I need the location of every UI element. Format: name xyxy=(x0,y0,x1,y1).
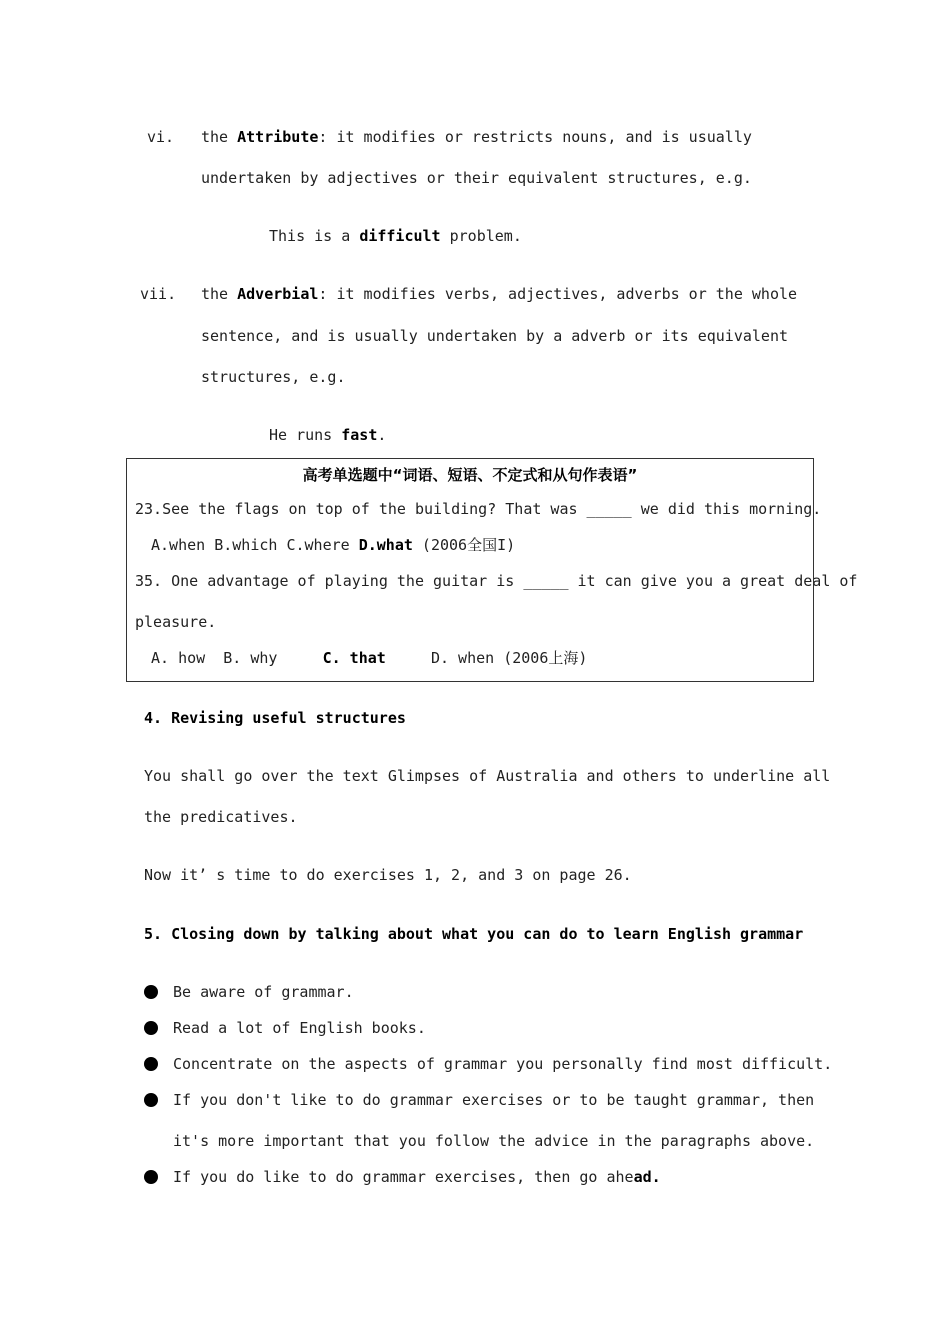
section-4-paragraph-line1: You shall go over the text Glimpses of Australia and others to underline all xyxy=(144,767,831,785)
bullet-dot xyxy=(144,1021,158,1035)
question-35-stem-continued: pleasure. xyxy=(135,613,217,631)
question-23-stem: 23.See the flags on top of the building? That was _____ we did this morning. xyxy=(135,500,822,518)
bullet-item-5: If you do like to do grammar exercises, then go ahead. xyxy=(173,1168,661,1186)
question-35-stem: 35. One advantage of playing the guitar is _____ it can give you a great deal of xyxy=(135,572,858,590)
section-4-heading: 4. Revising useful structures xyxy=(144,709,406,727)
section-4-paragraph-line2: the predicatives. xyxy=(144,808,298,826)
adverbial-term: Adverbial xyxy=(237,285,319,303)
attribute-definition-line1: the Attribute: it modifies or restricts nouns, and is usually xyxy=(201,128,752,146)
attribute-term: Attribute xyxy=(237,128,319,146)
exam-box-title: 高考单选题中“词语、短语、不定式和从句作表语” xyxy=(302,466,638,484)
bullet-dot xyxy=(144,1170,158,1184)
question-35-options: A. how B. why C. that D. when (2006上海) xyxy=(151,649,588,667)
section-4-exercises-note: Now it’ s time to do exercises 1, 2, and 3 on page 26. xyxy=(144,866,632,884)
bullet-item-4: If you don't like to do grammar exercises or to be taught grammar, then xyxy=(173,1091,815,1109)
bullet-item-2: Read a lot of English books. xyxy=(173,1019,426,1037)
adverbial-example: He runs fast. xyxy=(269,426,387,444)
exam-questions-box xyxy=(126,458,858,682)
adverbial-definition-line1: the Adverbial: it modifies verbs, adjectives, adverbs or the whole xyxy=(201,285,798,303)
numeral-vi: vi. xyxy=(147,128,175,146)
attribute-definition-line2: undertaken by adjectives or their equivalent structures, e.g. xyxy=(201,169,752,187)
bullet-item-1: Be aware of grammar. xyxy=(173,983,354,1001)
numeral-vii: vii. xyxy=(140,285,177,303)
bullet-dot xyxy=(144,985,158,999)
question-35-answer: C. that xyxy=(322,649,386,667)
bullet-item-3: Concentrate on the aspects of grammar you personally find most difficult. xyxy=(173,1055,833,1073)
bullet-item-4-continued: it's more important that you follow the advice in the paragraphs above. xyxy=(173,1132,815,1150)
question-23-answer: D.what xyxy=(358,536,413,554)
bullet-dot xyxy=(144,1093,158,1107)
section-5-heading: 5. Closing down by talking about what you can do to learn English grammar xyxy=(144,925,804,943)
bullet-dot xyxy=(144,1057,158,1071)
adverbial-definition-line3: structures, e.g. xyxy=(201,368,346,386)
question-23-options: A.when B.which C.where D.what (2006全国I) xyxy=(151,536,516,554)
attribute-example: This is a difficult problem. xyxy=(269,227,522,245)
adverbial-definition-line2: sentence, and is usually undertaken by a adverb or its equivalent xyxy=(201,327,788,345)
